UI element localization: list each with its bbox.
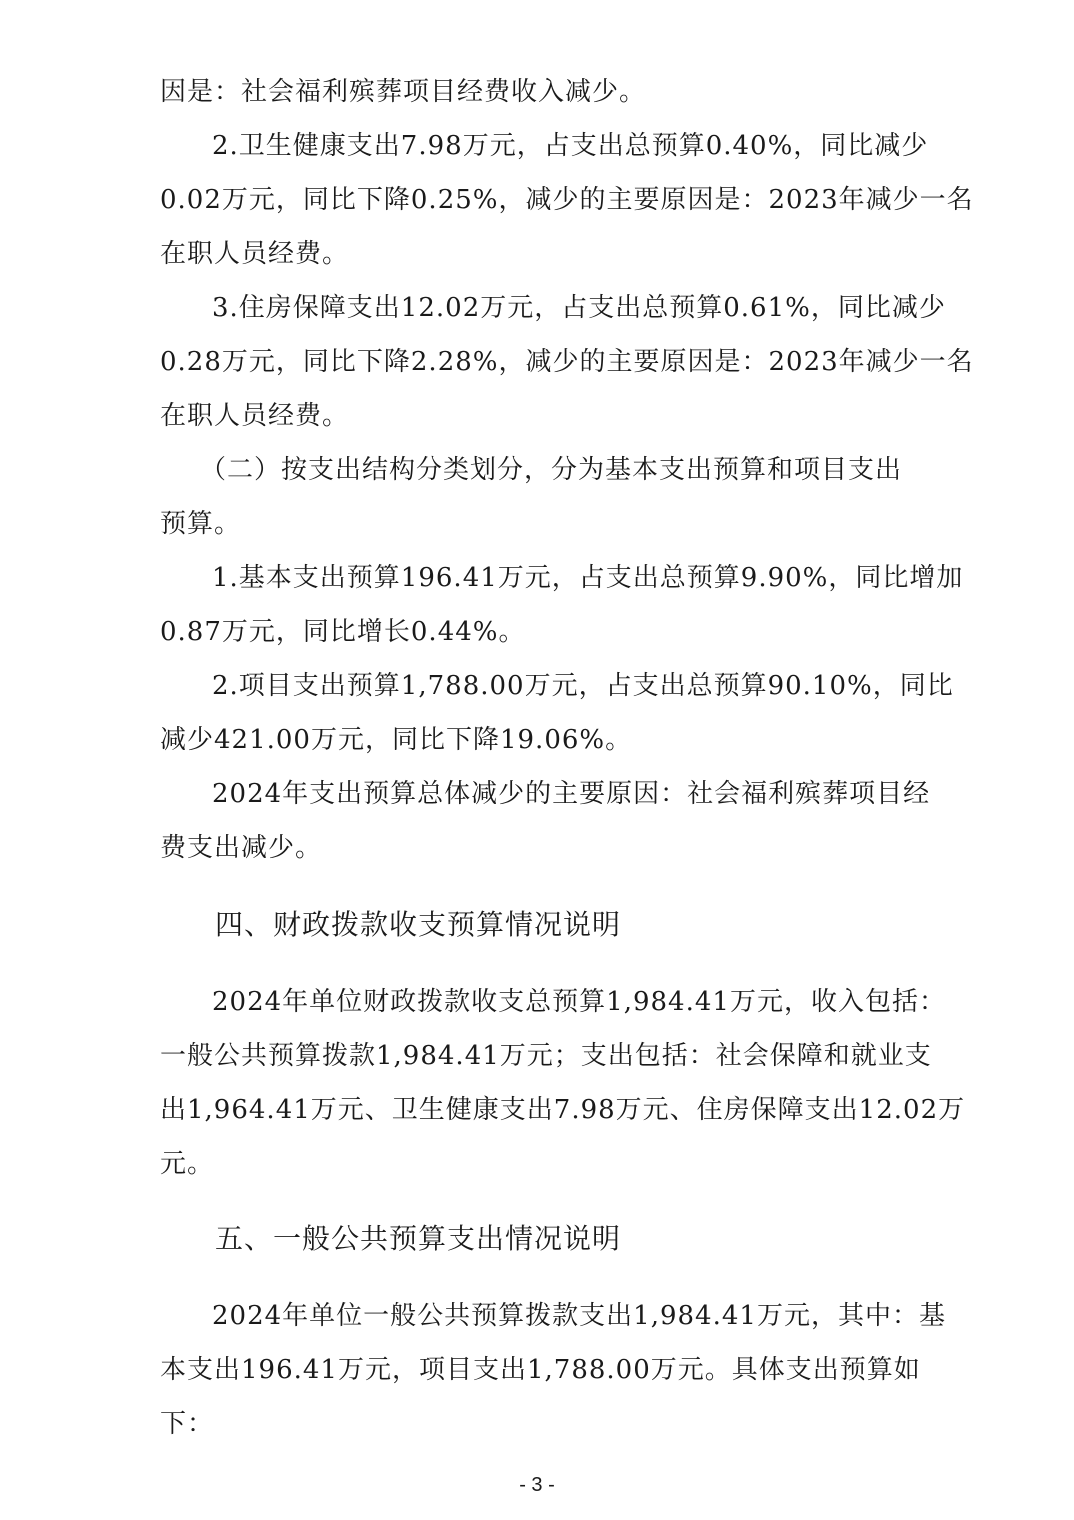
text-line: 2.项目支出预算1,788.00万元，占支出总预算90.10%，同比 [212,671,954,701]
text-line: 因是：社会福利殡葬项目经费收入减少。 [160,77,647,107]
text-line: 0.87万元，同比增长0.44%。 [160,617,526,647]
text-line: 0.28万元，同比下降2.28%，减少的主要原因是：2023年减少一名 [160,347,974,377]
text-line: 本支出196.41万元，项目支出1,788.00万元。具体支出预算如 [160,1355,921,1385]
text-line: 在职人员经费。 [160,239,350,269]
text-line: 一般公共预算拨款1,984.41万元；支出包括：社会保障和就业支 [160,1041,932,1071]
text-line: 3.住房保障支出12.02万元，占支出总预算0.61%，同比减少 [212,293,946,323]
text-line: （二）按支出结构分类划分，分为基本支出预算和项目支出 [200,455,903,485]
text-line: 2024年单位一般公共预算拨款支出1,984.41万元，其中：基 [212,1301,946,1331]
page-number: - 3 - [519,1474,555,1496]
text-line: 费支出减少。 [160,833,323,863]
section-heading: 五、一般公共预算支出情况说明 [215,1222,622,1255]
text-line: 在职人员经费。 [160,401,350,431]
text-line: 1.基本支出预算196.41万元，占支出总预算9.90%，同比增加 [212,563,964,593]
text-line: 减少421.00万元，同比下降19.06%。 [160,725,633,755]
text-line: 2024年单位财政拨款收支总预算1,984.41万元，收入包括： [212,987,946,1017]
text-line: 预算。 [160,509,242,539]
text-line: 2.卫生健康支出7.98万元，占支出总预算0.40%，同比减少 [212,131,929,161]
text-line: 下： [160,1409,215,1439]
text-line: 出1,964.41万元、卫生健康支出7.98万元、住房保障支出12.02万 [160,1095,966,1125]
section-heading: 四、财政拨款收支预算情况说明 [215,908,622,941]
text-line: 0.02万元，同比下降0.25%，减少的主要原因是：2023年减少一名 [160,185,974,215]
text-line: 元。 [160,1149,215,1179]
text-line: 2024年支出预算总体减少的主要原因：社会福利殡葬项目经 [212,779,931,809]
